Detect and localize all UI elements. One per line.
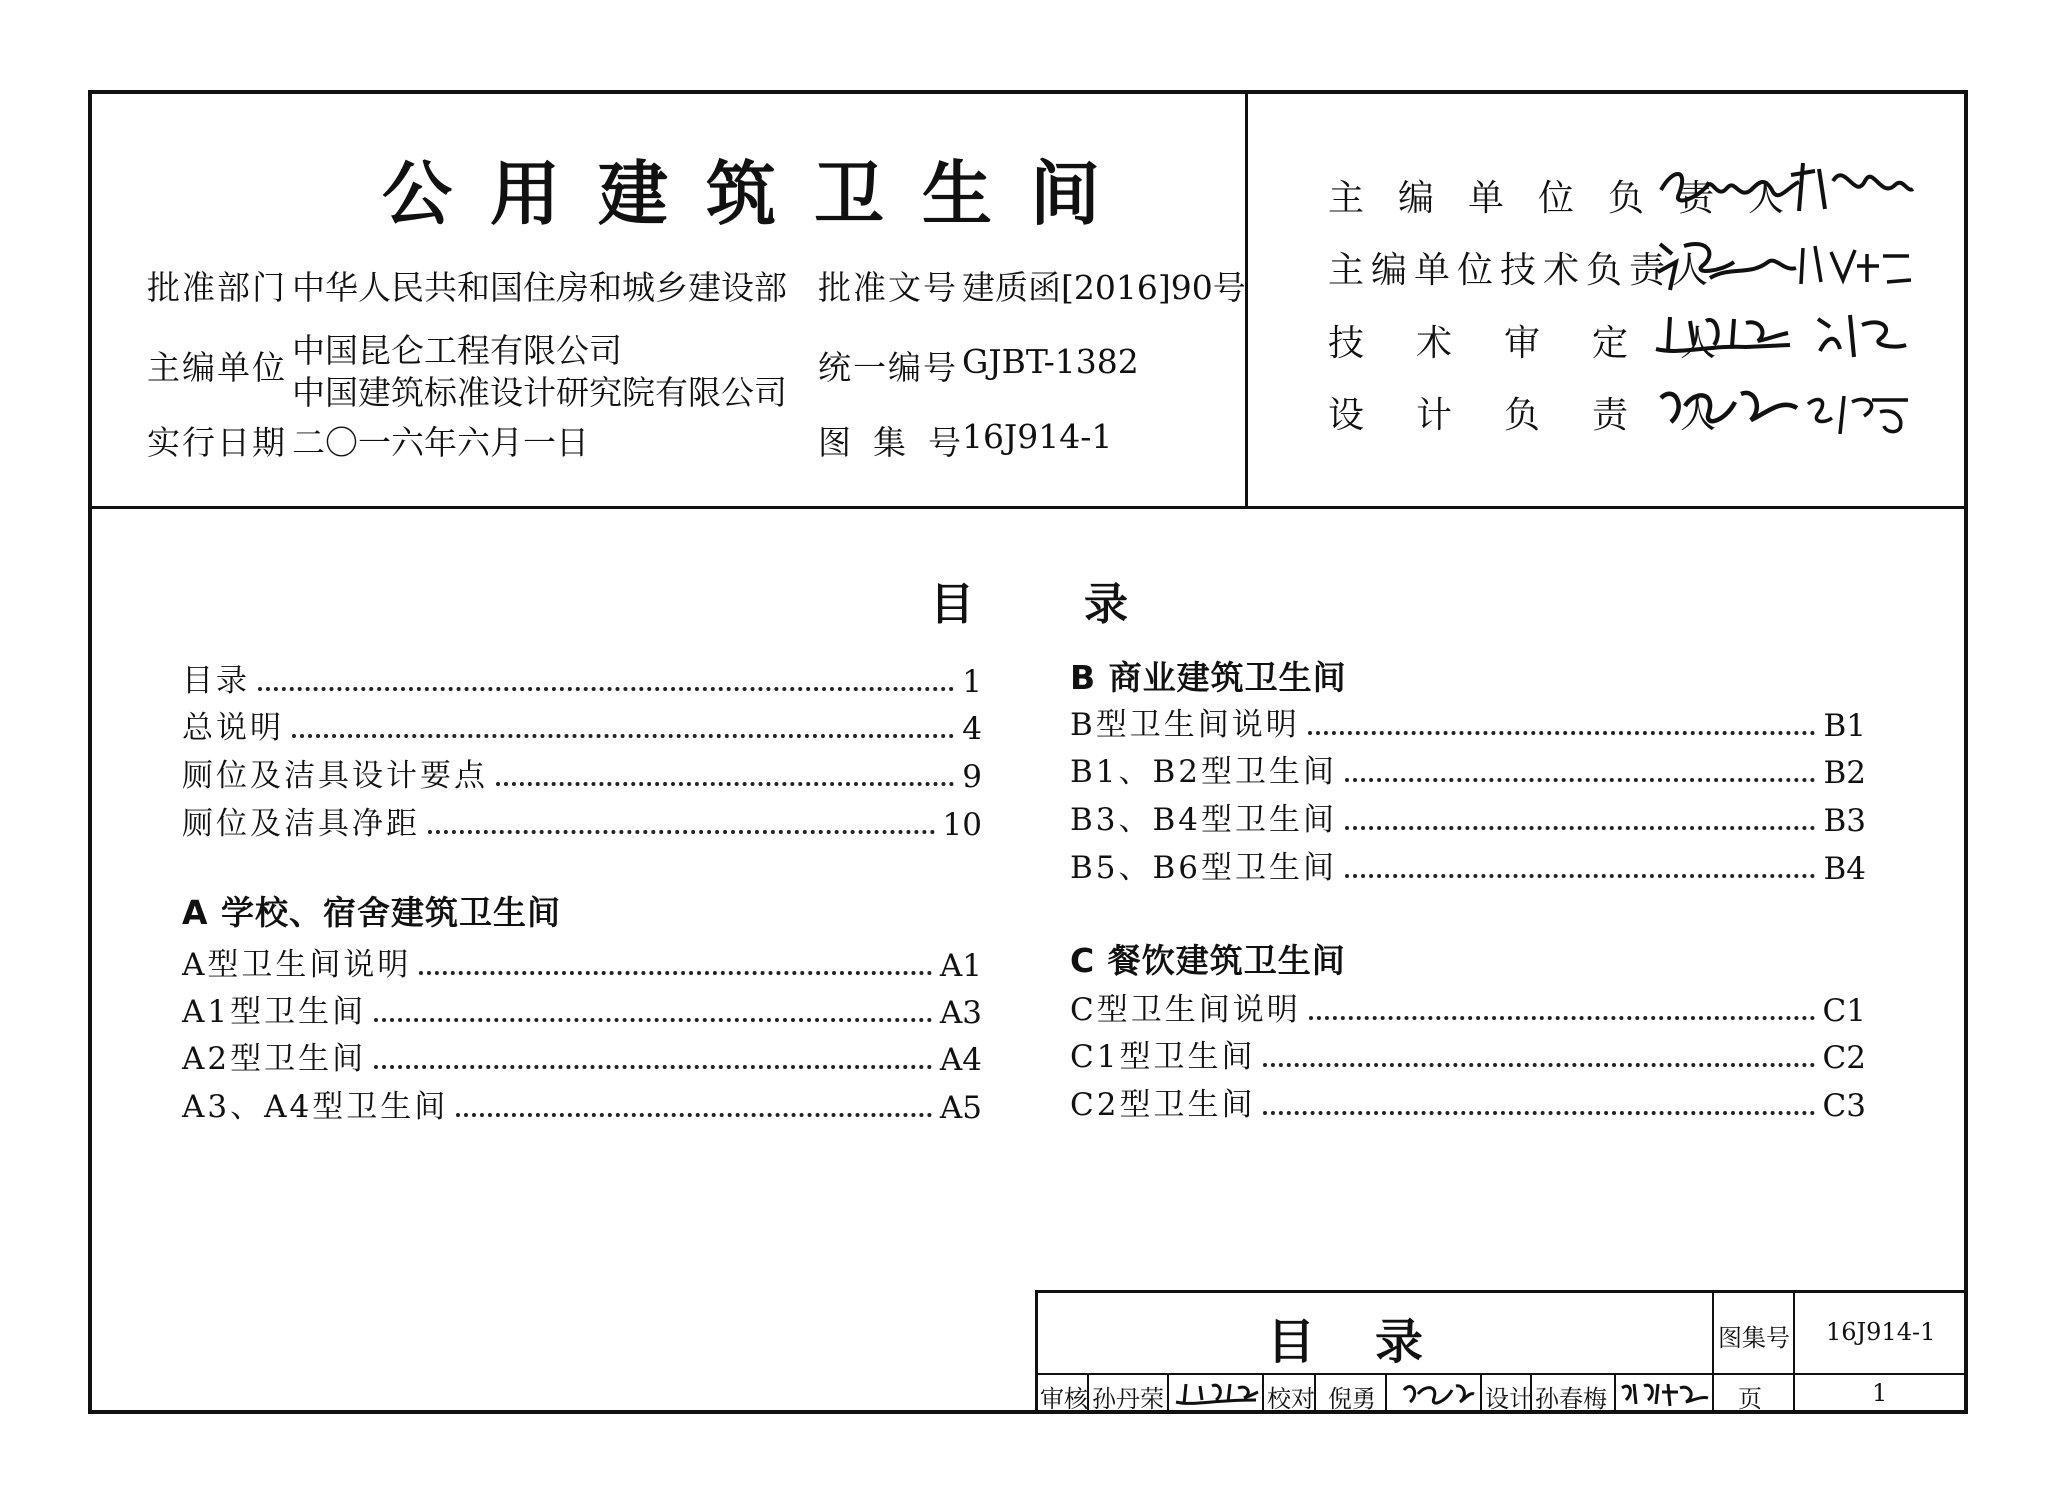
- signature-tech-approver-1: [1650, 305, 1800, 365]
- toc-entry-page: 1: [962, 664, 982, 700]
- chief-unit-value-2: 中国建筑标准设计研究院有限公司: [292, 373, 787, 412]
- effective-date-label: 实行日期: [147, 423, 287, 462]
- title-block-cell-divider: [1167, 1374, 1169, 1412]
- design-lead-label: 设计负责人: [1328, 395, 1769, 436]
- title-block-atlas-no-label: 图集号: [1718, 1324, 1790, 1352]
- toc-entry-label: 目录: [182, 663, 250, 699]
- toc-entry[interactable]: [1070, 747, 1866, 791]
- dot-leader: [1263, 1111, 1814, 1115]
- toc-entry-page: C3: [1822, 1088, 1866, 1124]
- toc-entry-page: A3: [939, 995, 982, 1031]
- toc-entry-page: C1: [1822, 993, 1866, 1029]
- reviewer-name: 孙丹荣: [1092, 1385, 1164, 1413]
- toc-entry[interactable]: [182, 751, 982, 795]
- approval-doc-label: 批准文号: [818, 268, 958, 307]
- toc-title-char-1: 目: [930, 579, 974, 630]
- title-block-col-divider: [1793, 1290, 1795, 1412]
- dot-leader: [456, 1113, 932, 1117]
- reviewer-signature: [1172, 1376, 1260, 1410]
- toc-entry[interactable]: [1070, 700, 1866, 744]
- header-divider: [88, 506, 1968, 509]
- toc-entry-label: 总说明: [182, 710, 284, 746]
- toc-title-char-2: 录: [1084, 579, 1128, 630]
- title-block-top-border: [1035, 1290, 1966, 1293]
- toc-entry-label: A2型卫生间: [182, 1041, 367, 1077]
- toc-entry-label: B1、B2型卫生间: [1070, 754, 1338, 790]
- toc-entry-label: C型卫生间说明: [1070, 992, 1301, 1028]
- toc-entry[interactable]: [182, 1082, 982, 1126]
- toc-entry[interactable]: [1070, 1080, 1866, 1124]
- toc-entry-label: B5、B6型卫生间: [1070, 850, 1338, 886]
- page-label: 页: [1738, 1385, 1762, 1413]
- document-title: 公用建筑卫生间: [382, 152, 1138, 235]
- title-block-col-divider: [1712, 1290, 1714, 1412]
- toc-entry-label: C2型卫生间: [1070, 1087, 1256, 1123]
- dot-leader: [1345, 874, 1815, 878]
- dot-leader: [1263, 1063, 1814, 1067]
- signature-chief-tech-2: [1795, 236, 1915, 292]
- toc-entry-page: A5: [939, 1090, 982, 1126]
- toc-entry[interactable]: [1070, 985, 1866, 1029]
- dot-leader: [374, 1065, 932, 1069]
- technical-approver-label: 技术审定人: [1328, 323, 1769, 364]
- dot-leader: [374, 1018, 932, 1022]
- design-label: 设计: [1485, 1385, 1533, 1413]
- designer-name: 孙春梅: [1535, 1385, 1607, 1413]
- dot-leader: [1345, 778, 1815, 782]
- toc-entry-page: A1: [939, 948, 982, 984]
- title-block-cell-divider: [1262, 1374, 1264, 1412]
- toc-entry-page: B3: [1823, 803, 1866, 839]
- toc-entry[interactable]: [1070, 795, 1866, 839]
- unified-no-label: 统一编号: [818, 348, 958, 387]
- approval-dept-value: 中华人民共和国住房和城乡建设部: [292, 268, 787, 307]
- proofreader-name: 倪勇: [1328, 1385, 1376, 1413]
- atlas-no-label: 图集号: [818, 423, 983, 462]
- dot-leader: [1309, 1016, 1815, 1020]
- toc-entry-page: C2: [1822, 1040, 1866, 1076]
- signature-tech-approver-2: [1810, 305, 1910, 365]
- toc-entry-label: B3、B4型卫生间: [1070, 802, 1338, 838]
- toc-entry-page: B2: [1823, 755, 1866, 791]
- chief-unit-label: 主编单位: [147, 348, 287, 387]
- atlas-no-value: 16J914-1: [962, 417, 1113, 456]
- signature-chief-tech-1: [1650, 232, 1800, 298]
- toc-entry[interactable]: [1070, 843, 1866, 887]
- signature-chief-head-2: [1785, 155, 1915, 225]
- toc-entry[interactable]: [182, 940, 982, 984]
- toc-entry-label: C1型卫生间: [1070, 1039, 1256, 1075]
- signature-chief-head-1: [1655, 160, 1805, 220]
- toc-entry-label: B型卫生间说明: [1070, 707, 1300, 743]
- toc-entry-page: 9: [962, 759, 982, 795]
- dot-leader: [428, 830, 935, 834]
- toc-entry-label: A型卫生间说明: [182, 947, 412, 983]
- chief-unit-tech-head-label: 主编单位技术负责人: [1328, 250, 1716, 291]
- page-number: 1: [1872, 1379, 1888, 1407]
- review-label: 审核: [1040, 1385, 1088, 1413]
- title-block-cell-divider: [1385, 1374, 1387, 1412]
- approval-dept-label: 批准部门: [147, 268, 287, 307]
- chief-unit-value-1: 中国昆仑工程有限公司: [292, 331, 622, 370]
- dot-leader: [258, 687, 954, 691]
- toc-entry[interactable]: [1070, 1032, 1866, 1076]
- title-block-left-border: [1035, 1290, 1038, 1412]
- unified-no-value: GJBT-1382: [962, 342, 1139, 381]
- section-c-title: C 餐饮建筑卫生间: [1070, 941, 1346, 980]
- signature-design-lead-1: [1655, 378, 1805, 436]
- proofread-label: 校对: [1267, 1385, 1315, 1413]
- approval-doc-value: 建质函[2016]90号: [962, 268, 1246, 307]
- dot-leader: [419, 971, 931, 975]
- section-b-title: B 商业建筑卫生间: [1070, 658, 1347, 697]
- dot-leader: [496, 782, 954, 786]
- title-block-cell-divider: [1480, 1374, 1482, 1412]
- toc-entry-label: 厕位及洁具设计要点: [182, 758, 488, 794]
- toc-entry[interactable]: [182, 1034, 982, 1078]
- title-block-atlas-no-value: 16J914-1: [1826, 1318, 1936, 1346]
- toc-entry-page: A4: [939, 1042, 982, 1078]
- toc-entry-label: A3、A4型卫生间: [182, 1089, 449, 1125]
- toc-entry[interactable]: [182, 799, 982, 843]
- effective-date-value: 二〇一六年六月一日: [292, 423, 589, 462]
- dot-leader: [292, 734, 954, 738]
- chief-unit-head-label: 主编单位负责人: [1328, 178, 1819, 219]
- dot-leader: [1345, 826, 1815, 830]
- title-block-drawing-title: 目录: [1266, 1314, 1483, 1370]
- toc-entry[interactable]: [182, 987, 982, 1031]
- toc-entry[interactable]: [182, 656, 982, 700]
- toc-entry-page: B4: [1823, 851, 1866, 887]
- designer-signature: [1618, 1376, 1710, 1410]
- toc-entry-label: A1型卫生间: [182, 994, 367, 1030]
- proofreader-signature: [1400, 1376, 1476, 1410]
- toc-entry-page: B1: [1823, 708, 1866, 744]
- toc-entry[interactable]: [182, 703, 982, 747]
- section-a-title: A 学校、宿舍建筑卫生间: [182, 893, 562, 932]
- signature-design-lead-2: [1800, 382, 1920, 440]
- dot-leader: [1308, 731, 1816, 735]
- title-block-row-divider: [1035, 1373, 1966, 1375]
- title-block-cell-divider: [1614, 1374, 1616, 1412]
- toc-entry-page: 10: [942, 807, 982, 843]
- toc-entry-label: 厕位及洁具净距: [182, 806, 420, 842]
- toc-entry-page: 4: [962, 711, 982, 747]
